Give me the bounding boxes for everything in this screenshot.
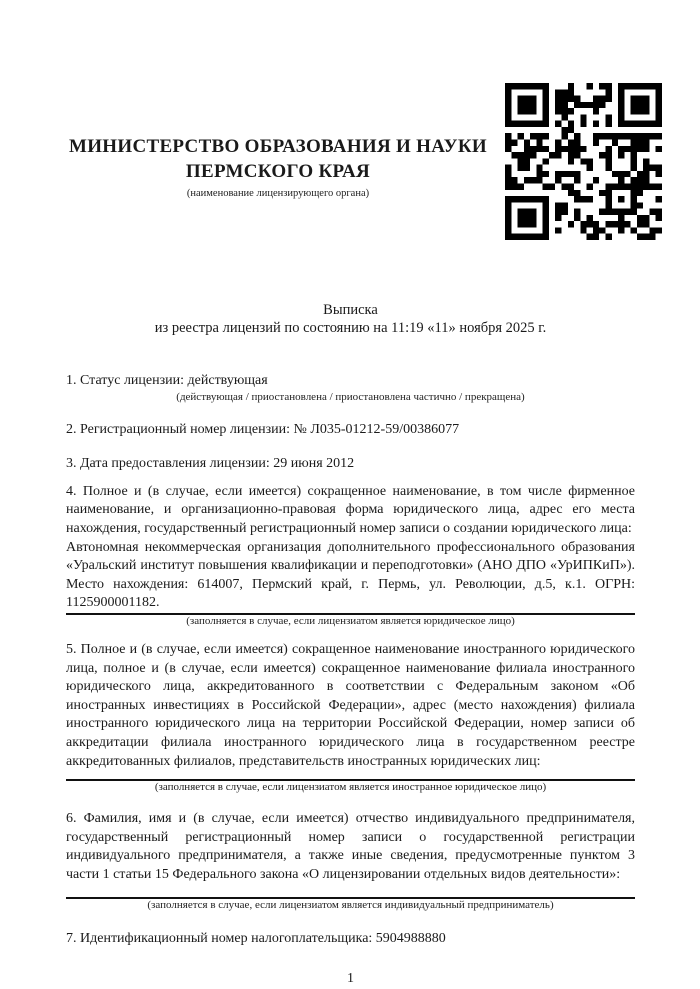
- document-title-line1: Выписка: [323, 302, 378, 318]
- ministry-name-caption: (наименование лицензирующего органа): [186, 188, 370, 199]
- item-entrepreneur-caption: (заполняется в случае, если лицензиатом является индивидуальный предприниматель): [147, 899, 554, 912]
- licensing-authority-block: [66, 134, 490, 200]
- item-legal-entity-caption: (заполняется в случае, если лицензиатом является юридическое лицо): [186, 614, 515, 627]
- item-license-status: 1. Статус лицензии: действующая: [66, 373, 268, 388]
- item-entrepreneur-heading: 6. Фамилия, имя и (в случае, если имеется) отчество индивидуального предпринимателя, государственный регистрационный номер записи о государственной регистрации индивидуального предпринимателя, а также иные сведения, предусмотренные пунктом 3 части 1 статьи 15 Федерального закона «О лицензировании отдельных видов деятельности»:: [66, 811, 635, 882]
- item-taxpayer-number: 7. Идентификационный номер налогоплательщика: 5904988880: [66, 931, 446, 947]
- page-number: 1: [347, 971, 354, 987]
- item-registration-number: 2. Регистрационный номер лицензии: № Л035-01212-59/00386077: [66, 421, 460, 437]
- document-title: [66, 302, 635, 337]
- item-legal-entity-answer: Автономная некоммерческая организация дополнительного профессионального образования «Уральский институт повышения квалификации и переподготовки» (АНО ДПО «УрИПКиП»). Место нахождения: 614007, Пермский край, г. Пермь, ул. Революции, д.5, к.1. ОГРН: 1125900001182.: [66, 539, 635, 611]
- item-foreign-entity-caption: (заполняется в случае, если лицензиатом является иностранное юридическое лицо): [154, 781, 547, 794]
- item-legal-entity-heading: 4. Полное и (в случае, если имеется) сокращенное наименование, в том числе фирменное наименование, и организационно-правовая форма юридического лица, адрес его места нахождения, государственный регистрационный номер записи о создании юридического лица:: [66, 483, 635, 536]
- item-license-grant-date: 3. Дата предоставления лицензии: 29 июня 2012: [66, 456, 355, 472]
- document-body: [0, 302, 700, 988]
- ministry-name-line1: МИНИСТЕРСТВО ОБРАЗОВАНИЯ И НАУКИ: [68, 136, 488, 157]
- qr-code: [505, 83, 662, 240]
- item-license-status-caption: (действующая / приостановлена / приостановлена частично / прекращена): [176, 390, 525, 403]
- item-foreign-entity-heading: 5. Полное и (в случае, если имеется) сокращенное наименование иностранного юридического лица, полное и (в случае, если имеется) сокращенное наименование филиала иностранного юридического лица, аккредитованного в соответствии с Федеральным законом «Об иностранных инвестициях в Российской Федерации», адрес (место нахождения) филиала иностранного юридического лица на территории Российской Федерации, номер записи об аккредитации филиала иностранного юридического лица в государственном реестре аккредитованных филиалов, представительств иностранных юридических лиц:: [66, 641, 635, 769]
- document-title-line2: из реестра лицензий по состоянию на 11:19 «11» ноября 2025 г.: [154, 319, 547, 336]
- ministry-name-line2: ПЕРМСКОГО КРАЯ: [185, 161, 371, 182]
